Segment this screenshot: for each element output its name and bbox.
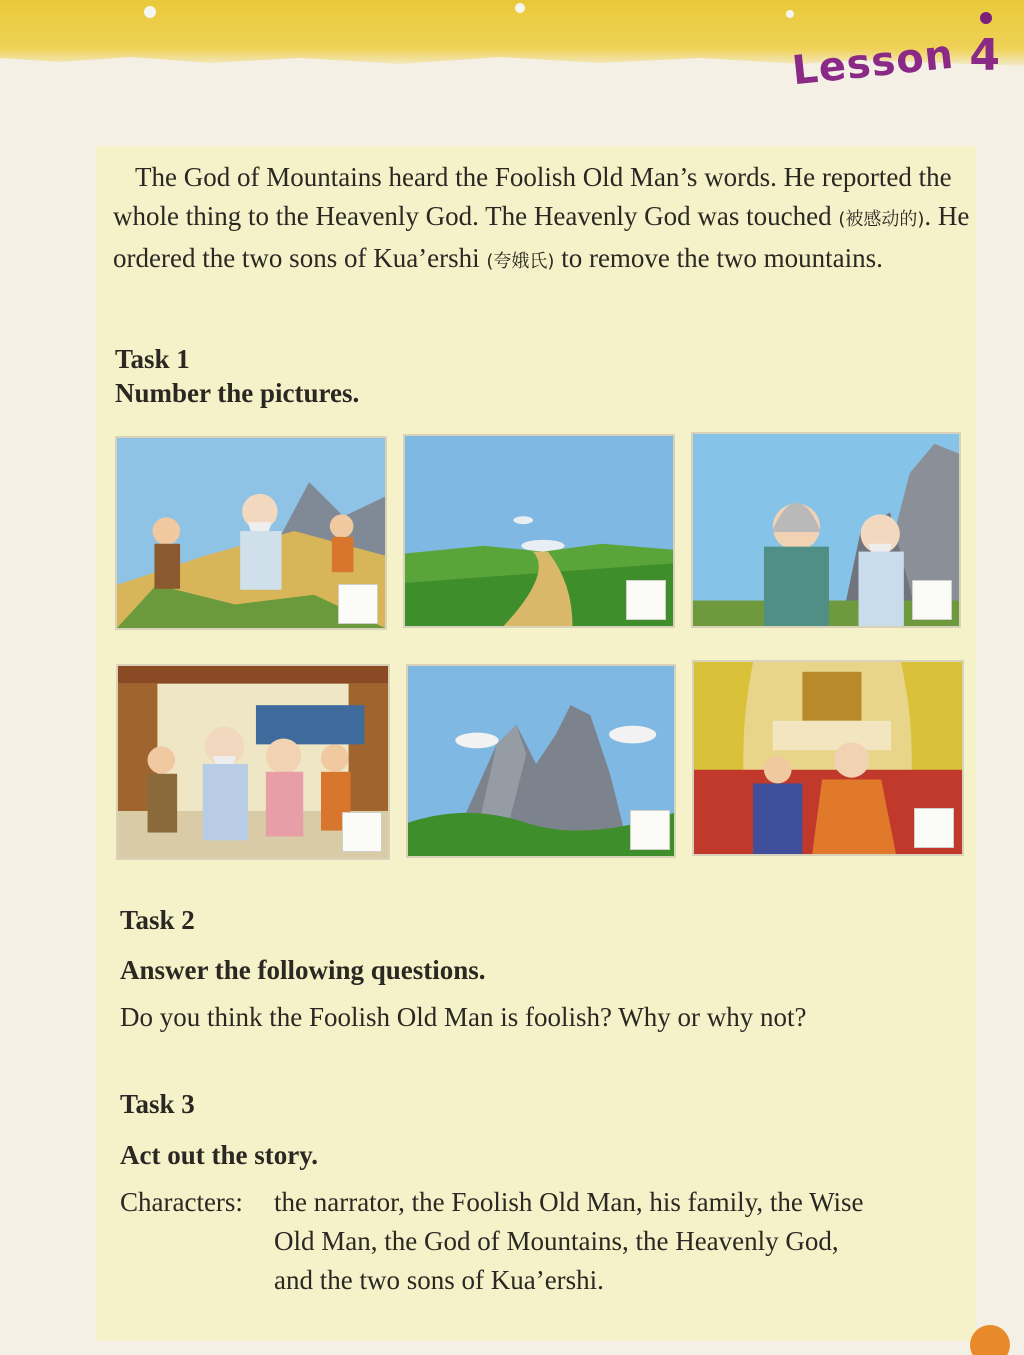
answer-box-1[interactable] [338, 584, 378, 624]
intro-paragraph [113, 158, 973, 281]
pushpin-icon [980, 12, 992, 24]
answer-box-2[interactable] [626, 580, 666, 620]
characters-line-2: Old Man, the God of Mountains, the Heavenly God, [274, 1226, 839, 1256]
answer-box-6[interactable] [914, 808, 954, 848]
lesson-number: 4 [969, 30, 1000, 81]
task1-title: Task 1 [115, 344, 190, 374]
answer-box-5[interactable] [630, 810, 670, 850]
intro-gloss-2: (夸娥氏) [486, 251, 555, 272]
answer-box-4[interactable] [342, 812, 382, 852]
characters-line-1: the narrator, the Foolish Old Man, his family, the Wise [274, 1187, 864, 1217]
answer-box-3[interactable] [912, 580, 952, 620]
task2-title: Task 2 [120, 905, 195, 935]
intro-text-2: . He ordered the two sons of Kua’ershi [113, 201, 970, 273]
task3-instruction: Act out the story. [120, 1140, 318, 1170]
characters-line-3: and the two sons of Kua’ershi. [274, 1265, 604, 1295]
task3-title: Task 3 [120, 1089, 195, 1119]
intro-text-3: to remove the two mountains. [554, 243, 883, 273]
task2-question: Do you think the Foolish Old Man is foolish? Why or why not? [120, 1002, 807, 1032]
page-number-badge [970, 1325, 1010, 1355]
lesson-label: Lesson [789, 31, 956, 95]
task2-instruction: Answer the following questions. [120, 955, 486, 985]
task1-instruction: Number the pictures. [115, 378, 360, 408]
characters-label: Characters: [120, 1187, 243, 1217]
intro-gloss-1: (被感动的) [838, 209, 925, 230]
characters-list [120, 1183, 980, 1300]
intro-text-1: The God of Mountains heard the Foolish Old Man’s words. He reported the whole thing to the Heavenly God. The Heavenly God was touched [113, 162, 952, 231]
